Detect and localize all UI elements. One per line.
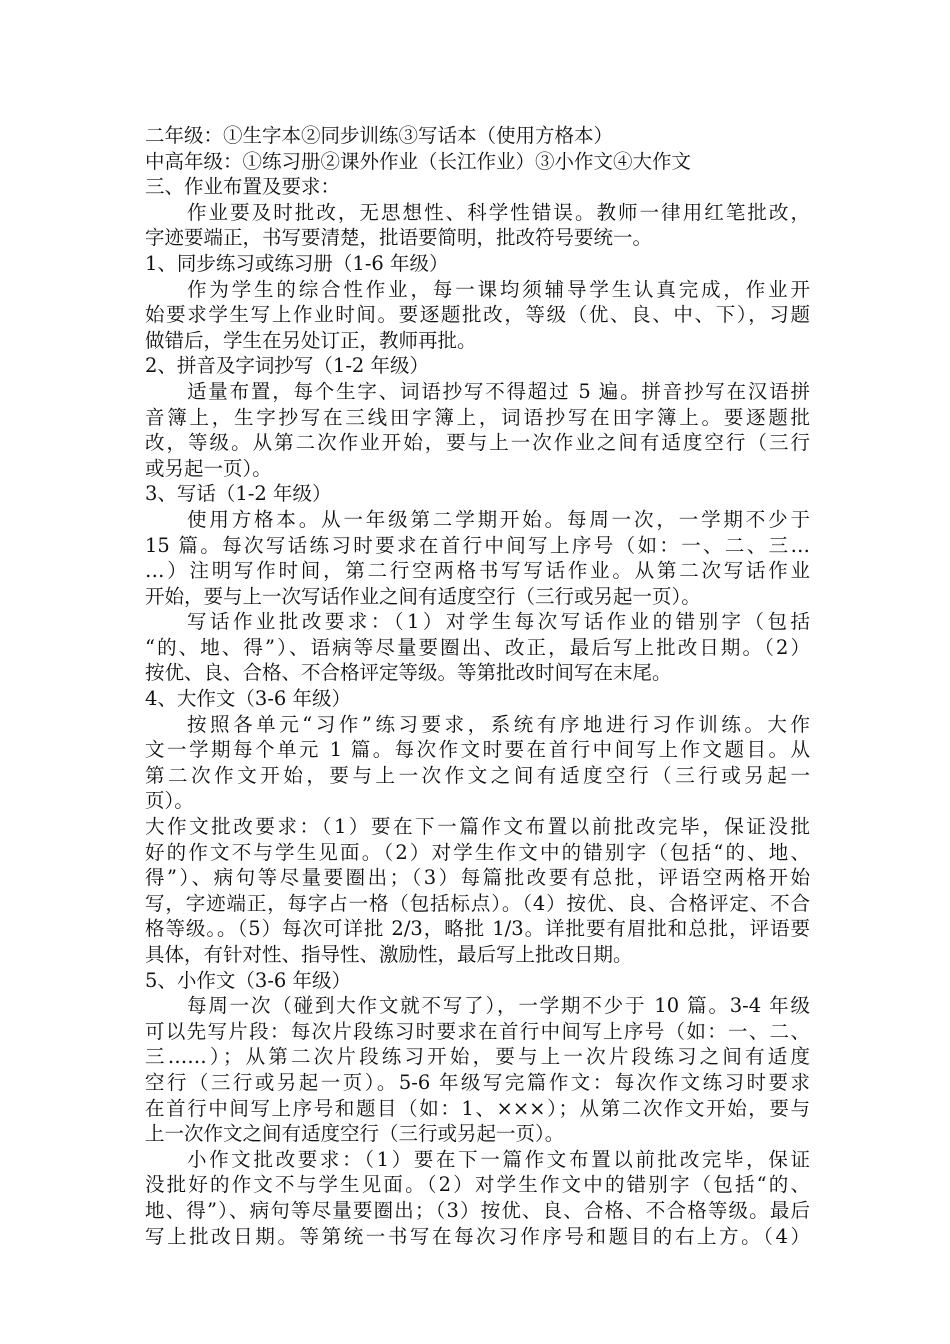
subheading: 5、小作文（3-6 年级） [145, 968, 352, 992]
paragraph-line: 文一学期每个单元 1 篇。每次作文时要在首行中间写上作文题目。从 [145, 738, 810, 762]
paragraph-line: 上一次作文之间有适度空行（三行或另起一页）。 [145, 1122, 565, 1146]
paragraph-line: 字迹要端正，书写要清楚，批语要简明，批改符号要统一。 [145, 226, 653, 250]
paragraph-line: 按照各单元“习作”练习要求，系统有序地进行习作训练。大作 [187, 712, 810, 736]
paragraph-line: 好的作文不与学生见面。（2）对学生作文中的错别字（包括“的、地、 [145, 840, 810, 864]
subheading: 2、拼音及字词抄写（1-2 年级） [145, 354, 430, 378]
paragraph-line: 始要求学生写上作业时间。要逐题批改，等级（优、良、中、下），习题 [145, 303, 810, 327]
paragraph-line: 可以先写片段：每次片段练习时要求在首行中间写上序号（如：一、二、 [145, 1019, 810, 1043]
paragraph-line: 具体，有针对性、指导性、激励性，最后写上批改日期。 [145, 943, 633, 966]
paragraph-line: 格等级。。（5）每次可详批 2/3，略批 1/3。详批要有眉批和总批，评语要 [145, 917, 810, 941]
paragraph-line: …）注明写作时间，第二行空两格书写写话作业。从第二次写话作业 [145, 559, 810, 583]
paragraph-line: 在首行中间写上序号和题目（如：1、×××）；从第二次作文开始，要与 [145, 1096, 810, 1120]
paragraph-line: 作业要及时批改，无思想性、科学性错误。教师一律用红笔批改， [187, 200, 810, 224]
paragraph-line: 地、得”）、病句等尽量要圈出；（3）按优、良、合格、不合格等级。最后 [145, 1198, 810, 1222]
paragraph-line: 页）。 [145, 789, 194, 813]
paragraph-line: 写上批改日期。等第统一书写在每次习作序号和题目的右上方。（4） [145, 1224, 810, 1248]
paragraph-line: 每周一次（碰到大作文就不写了），一学期不少于 10 篇。3-4 年级 [187, 994, 810, 1018]
paragraph-line: 音簿上，生字抄写在三线田字簿上，词语抄写在田字簿上。要逐题批 [145, 405, 810, 429]
paragraph-line: 开始，要与上一次写话作业之间有适度空行（三行或另起一页）。 [145, 584, 701, 608]
paragraph-line: 适量布置，每个生字、词语抄写不得超过 5 遍。拼音抄写在汉语拼 [187, 379, 810, 403]
paragraph-line: “的、地、得”）、语病等尽量要圈出、改正，最后写上批改日期。（2） [145, 635, 810, 659]
subheading: 1、同步练习或练习册（1-6 年级） [145, 251, 449, 275]
subheading: 4、大作文（3-6 年级） [145, 687, 352, 711]
paragraph-line: 使用方格本。从一年级第二学期开始。每周一次，一学期不少于 [187, 507, 810, 531]
paragraph-line: 做错后，学生在另处订正，教师再批。 [145, 328, 477, 352]
paragraph-line: 小作文批改要求：（1）要在下一篇作文布置以前批改完毕，保证 [187, 1147, 810, 1171]
paragraph-line: 或另起一页）。 [145, 456, 272, 480]
paragraph-line: 写，字迹端正，每字占一格（包括标点）。（4）按优、良、合格评定、不合 [145, 891, 810, 915]
paragraph-line: 得”）、病句等尽量要圈出；（3）每篇批改要有总批，评语空两格开始 [145, 866, 810, 890]
paragraph-line: 改，等级。从第二次作业开始，要与上一次作业之间有适度空行（三行 [145, 431, 810, 455]
paragraph-line: 空行（三行或另起一页）。5-6 年级写完篇作文：每次作文练习时要求 [145, 1070, 810, 1094]
paragraph-line: 作为学生的综合性作业，每一课均须辅导学生认真完成，作业开 [187, 277, 810, 301]
paragraph-line: 大作文批改要求：（1）要在下一篇作文布置以前批改完毕，保证没批 [145, 815, 810, 839]
document-page [145, 123, 810, 1249]
paragraph-line: 15 篇。每次写话练习时要求在首行中间写上序号（如：一、二、三… [145, 533, 810, 557]
text-line: 中高年级：①练习册②课外作业（长江作业）③小作文④大作文 [145, 149, 692, 173]
section-heading: 三、作业布置及要求： [145, 175, 341, 199]
paragraph-line: 按优、良、合格、不合格评定等级。等第批改时间写在末尾。 [145, 661, 672, 685]
paragraph-line: 三……）；从第二次片段练习开始，要与上一次片段练习之间有适度 [145, 1045, 810, 1069]
paragraph-line: 没批好的作文不与学生见面。（2）对学生作文中的错别字（包括“的、 [145, 1173, 810, 1197]
paragraph-line: 写话作业批改要求：（1）对学生每次写话作业的错别字（包括 [187, 610, 810, 634]
subheading: 3、写话（1-2 年级） [145, 482, 332, 506]
text-line: 二年级：①生字本②同步训练③写话本（使用方格本） [145, 124, 614, 147]
paragraph-line: 第二次作文开始，要与上一次作文之间有适度空行（三行或另起一 [145, 763, 810, 787]
